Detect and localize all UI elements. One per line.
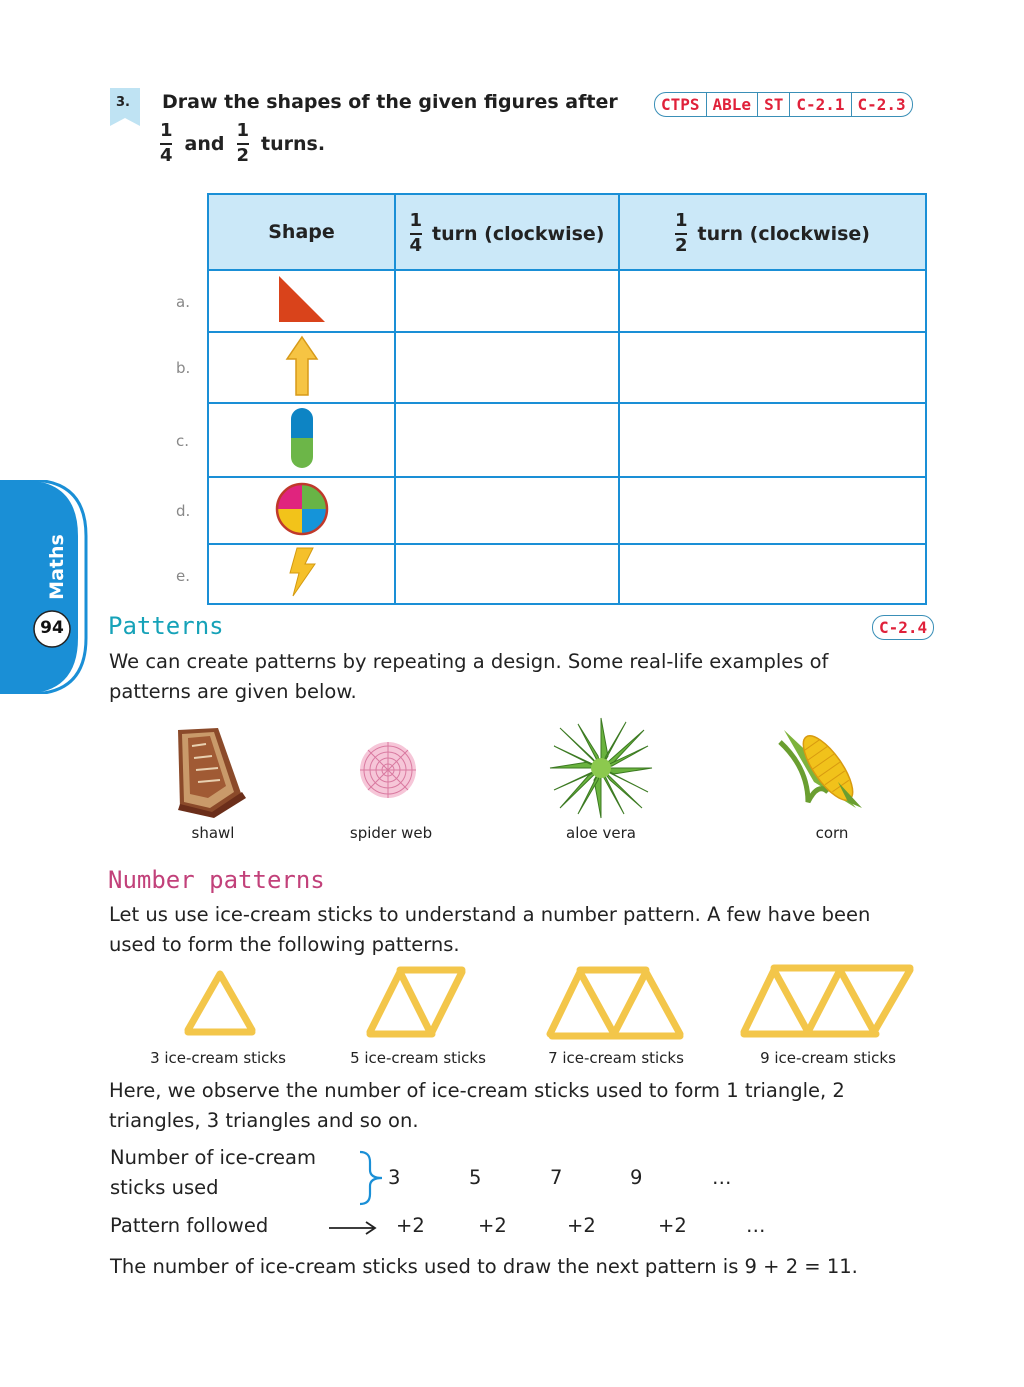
answer-cell-half[interactable]	[619, 477, 926, 544]
table-row	[208, 477, 926, 544]
question-number: 3.	[116, 95, 130, 110]
arrow-right-icon	[328, 1220, 378, 1236]
answer-cell-half[interactable]	[619, 403, 926, 477]
label-sticks-line1: Number of ice-cream	[110, 1146, 316, 1169]
turns-table	[207, 193, 927, 605]
caption-corn: corn	[815, 824, 849, 842]
caption-3-sticks: 3 ice-cream sticks	[150, 1049, 286, 1067]
label-sticks-line2: sticks used	[110, 1176, 219, 1199]
number-patterns-para-line1: Let us use ice-cream sticks to understand a number pattern. A few have been	[109, 903, 871, 926]
label-pattern: Pattern followed	[110, 1214, 269, 1237]
side-subject: Maths	[45, 534, 68, 600]
shawl-image	[172, 726, 250, 818]
aloe-vera-image	[548, 716, 654, 820]
capsule-icon	[289, 406, 315, 470]
arrow-up-icon	[285, 335, 319, 397]
answer-cell-quarter[interactable]	[395, 544, 619, 604]
caption-5-sticks: 5 ice-cream sticks	[350, 1049, 486, 1067]
answer-cell-quarter[interactable]	[395, 332, 619, 403]
tag-c21: C-2.1	[790, 93, 851, 116]
caption-shawl: shawl	[191, 824, 235, 842]
side-tab	[0, 480, 88, 694]
answer-cell-half[interactable]	[619, 544, 926, 604]
header-half-turn: $\frac{1}{2}$ turn (clockwise)	[619, 194, 926, 270]
tag-ctps: CTPS	[655, 93, 707, 116]
row-label-c: c.	[176, 432, 190, 450]
fraction-half: $\frac{1}{2}$	[236, 120, 250, 166]
answer-cell-half[interactable]	[619, 270, 926, 332]
question-text: Draw the shapes of the given figures after	[162, 91, 618, 113]
patterns-heading: Patterns	[108, 612, 224, 640]
row-label-a: a.	[176, 293, 190, 311]
row-label-e: e.	[176, 567, 190, 585]
turns-text: turns.	[261, 132, 326, 155]
triangle-icon	[276, 273, 328, 325]
skill-tags	[654, 92, 913, 117]
number-patterns-heading: Number patterns	[108, 866, 325, 894]
caption-9-sticks: 9 ice-cream sticks	[760, 1049, 896, 1067]
increment-2: +2	[478, 1214, 507, 1237]
header-shape: Shape	[208, 194, 395, 270]
answer-cell-quarter[interactable]	[395, 403, 619, 477]
caption-7-sticks: 7 ice-cream sticks	[548, 1049, 684, 1067]
value-ellipsis: …	[712, 1166, 732, 1189]
row-label-b: b.	[176, 359, 191, 377]
ice-cream-stick-triangles	[170, 962, 950, 1046]
patterns-para-line2: patterns are given below.	[109, 680, 357, 703]
corn-image	[778, 722, 868, 810]
value-3: 3	[388, 1166, 401, 1189]
increment-1: +2	[396, 1214, 425, 1237]
answer-cell-quarter[interactable]	[395, 477, 619, 544]
observation-line1: Here, we observe the number of ice-cream sticks used to form 1 triangle, 2	[109, 1079, 845, 1102]
patterns-para-line1: We can create patterns by repeating a design. Some real-life examples of	[109, 650, 829, 673]
tag-st: ST	[758, 93, 790, 116]
tag-c24: C-2.4	[872, 615, 934, 640]
value-5: 5	[469, 1166, 482, 1189]
table-header-row	[208, 194, 926, 270]
caption-aloe-vera: aloe vera	[566, 824, 636, 842]
tag-able: ABLe	[707, 93, 759, 116]
question-line2	[160, 122, 325, 166]
header-quarter-turn: $\frac{1}{4}$ turn (clockwise)	[395, 194, 619, 270]
spider-web-image	[358, 740, 418, 800]
page-number: 94	[40, 618, 64, 638]
increment-4: +2	[658, 1214, 687, 1237]
number-patterns-para-line2: used to form the following patterns.	[109, 933, 460, 956]
answer-cell-half[interactable]	[619, 332, 926, 403]
increment-3: +2	[567, 1214, 596, 1237]
value-7: 7	[550, 1166, 563, 1189]
table-row	[208, 332, 926, 403]
lightning-icon	[287, 547, 317, 597]
fraction-quarter: $\frac{1}{4}$	[160, 120, 173, 166]
table-row	[208, 270, 926, 332]
tag-c23: C-2.3	[857, 95, 906, 114]
table-row	[208, 544, 926, 604]
value-9: 9	[630, 1166, 643, 1189]
brace-icon	[356, 1150, 392, 1206]
color-circle-icon	[274, 481, 330, 537]
conclusion-text: The number of ice-cream sticks used to draw the next pattern is 9 + 2 = 11.	[110, 1255, 858, 1278]
observation-line2: triangles, 3 triangles and so on.	[109, 1109, 419, 1132]
increment-ellipsis: …	[746, 1214, 766, 1237]
row-label-d: d.	[176, 502, 191, 520]
answer-cell-quarter[interactable]	[395, 270, 619, 332]
caption-spider-web: spider web	[349, 824, 433, 842]
table-row	[208, 403, 926, 477]
and-text: and	[184, 132, 225, 155]
